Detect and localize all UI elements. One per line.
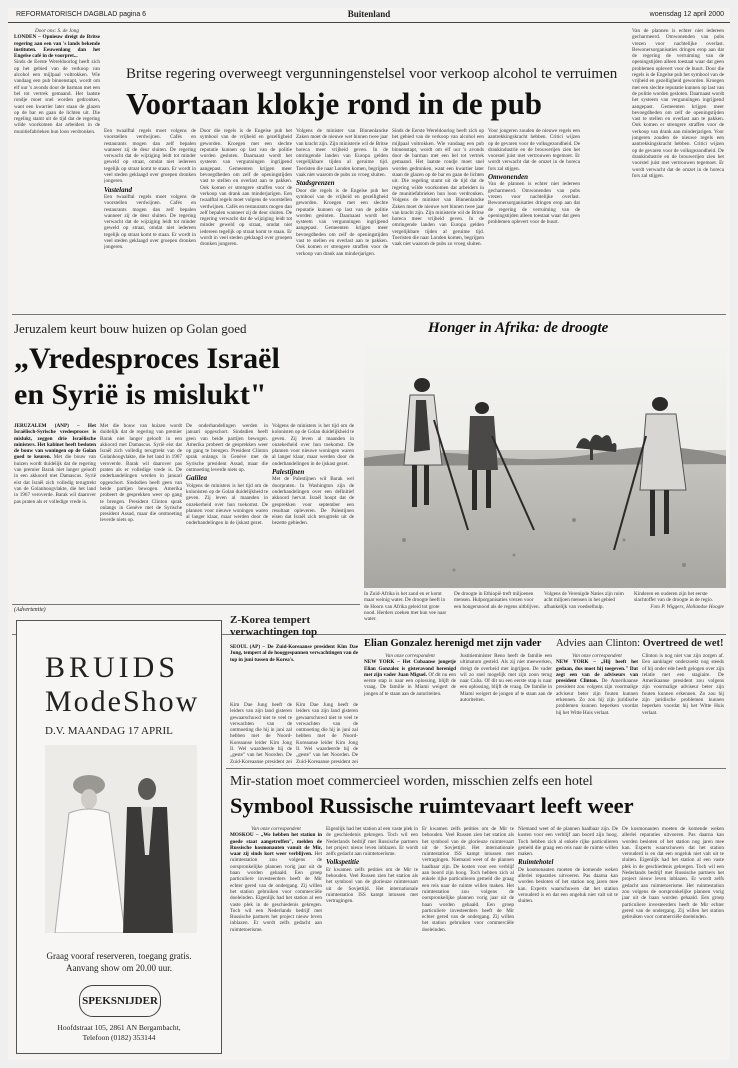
space-col4-text: Niemand weet of de plannen haalbaar zijn. De kosten voor een verblijf aan boord zijn hoog. Toch hebben zich al enkele rijke particulieren gemeld die graag een reis naar de ruimte willen maken. xyxy=(518,826,618,858)
golan-headline-line-1: „Vredesproces Israël xyxy=(14,342,280,375)
pub-col7-text-c: Voor jongeren zouden de nieuwe regels een aantrekkingskracht hebben. Critici wijzen op de gevaren voor de volksgezondheid. De drankindustrie en de brouwerijen zien het voorstel juist met vertrouwen tegemoet. Er wordt verwacht dat de omzet in de horeca fors zal stijgen. xyxy=(632,128,724,179)
speksnijder-logo xyxy=(79,985,161,1017)
rule-golan-bottom xyxy=(12,604,360,605)
space-column-1 xyxy=(230,826,322,1052)
clinton-heading xyxy=(556,638,723,649)
pub-col6-text-b: Van de plannen is echter niet iedereen gecharmeerd. Omwonenden van pubs vrezen voor nachtelijke overlast. Bewonersorganisaties dringen erop aan dat de regering de verruiming van de openingstijden alleen toestaat waar dat geen problemen oplevert voor de buurt. xyxy=(488,181,580,226)
pub-subhead-stadsgrenzen: Stadsgrenzen xyxy=(296,179,335,188)
space-col3-text-b: Niemand weet of de plannen haalbaar zijn. De kosten voor een verblijf aan boord zijn hoog. Toch hebben zich al enkele rijke particulieren gemeld die graag een reis naar de ruimte willen maken. xyxy=(422,857,514,889)
africa-caption-4 xyxy=(634,591,724,631)
pub-column-5 xyxy=(392,128,484,310)
africa-caption-3: Volgens de Verenigde Naties zijn ruim acht miljoen mensen in het gebied afhankelijk van voedselhulp. xyxy=(544,591,624,610)
elian-col2-text: Justitieminister Reno heeft de familie een ultimatum gesteld. Als zij niet meewerken, dreigt de overheid met ingrijpen. De vader wil zo snel mogelijk met zijn zoon terug naar Cuba. xyxy=(460,653,552,685)
pub-col1-text: Sinds de Eerste Wereldoorlog heeft zich op het gebied van de verkoop van alcohol een mijlpaal voltrokken. Wie vandaag een pub binnenstapt, wordt om elf uur 's avonds door de barman met een bel tot vertrek gemaand. Het laatste rondje moet snel worden gedronken, want een kwartier later staan de glazen op de bar en gaan de lichten uit. Die regeling stamt uit de tijd dat de regering wilde voorkomen dat arbeiders in de munitiefabrieken hun loon verdronken. xyxy=(14,59,100,135)
space-column-4 xyxy=(518,826,618,1052)
africa-caption-1: In Zuid-Afrika is het zand en er komt maar weinig water. De droogte heeft in de Hoorn van Afrika geleid tot grote nood. Herders zoeken met hun vee naar water. xyxy=(364,591,447,623)
space-col2-text: Eigenlijk had het station al een vaste plek in de geschiedenis gekregen. Toch wil een Nederlands bedrijf met Russische partners het project nieuw leven inblazen. Er wordt zelfs gedacht aan ruimtetoerisme. xyxy=(326,826,418,858)
space-col2-text-b: Er kwamen zelfs petities om de Mir te behouden. Veel Russen zien het station als het symbool van de glorieuze ruimtevaart uit de Sovjettijd. Het internationale ruimtestation ISS kampt intussen met vertragingen. xyxy=(326,866,418,905)
pub-byline: Door ons: S. de Jong xyxy=(35,28,79,34)
clinton-column-2 xyxy=(642,653,724,765)
pub-column-6 xyxy=(488,128,580,310)
pub-column-7 xyxy=(632,28,724,310)
ad-label: (Advertentie) xyxy=(14,607,46,613)
drought-scene-image xyxy=(364,340,726,588)
pub-col7-text-b: Door die regels is de Engelse pub het symbool van de vrijheid en gezelligheid geworden. Kroegen met een slechte reputatie kunnen op last van de politie worden gesloten. Daarnaast wordt het systeem van vergunningen ingrijpend aangepast. Gemeenten krijgen meer bevoegdheden om zelf de openingstijden vast te stellen en overlast aan te pakken. Ook komen er strengere straffen voor de verkoop van drank aan minderjarigen. xyxy=(632,65,724,135)
space-byline: Van onze correspondent xyxy=(251,826,301,832)
pub-col5-text-b: Volgens de minister van Binnenlandse Zaken moet de nieuwe wet binnen twee jaar van kracht zijn. Zijn ministerie wil de Britse horeca meer vrijheid geven. In de omringende landen van Europa gelden vergelijkbare tijden al geruime tijd. Toeristen die naar Londen komen, begrijpen vaak niet waarom de pubs zo vroeg sluiten. xyxy=(392,197,484,248)
clinton-kicker: Advies aan Clinton: xyxy=(556,638,640,649)
space-column-5 xyxy=(622,826,724,1052)
golan-col2-text: Met die bouw van huizen wordt duidelijk dat de regering van premier Barak niet langer gelooft in een akkoord met Damascus. Syrië eist dat Israël zich volledig terugtrekt van de Golanhoogvlakte, die het land in 1967 veroverde. Barak wil daarover pas praten als er volledige vrede is. xyxy=(100,423,182,474)
golan-column-2 xyxy=(100,423,182,598)
ad-date: D.V. MAANDAG 17 APRIL xyxy=(45,725,173,737)
pub-col3-text: Door die regels is de Engelse pub het symbool van de vrijheid en gezelligheid geworden. Kroegen met een slechte reputatie kunnen op last van de politie worden gesloten. Daarnaast wordt het systeem van vergunningen ingrijpend aangepast. Gemeenten krijgen meer bevoegdheden om zelf de openingstijden vast te stellen en overlast aan te pakken. Ook komen er strengere straffen voor de verkoop van drank aan minderjarigen. xyxy=(200,128,292,197)
bridal-ad xyxy=(16,620,222,1054)
elian-column-2 xyxy=(460,653,552,765)
space-headline: Symbool Russische ruimtevaart leeft weer xyxy=(230,793,634,818)
clinton-headline: Overtreed de wet! xyxy=(642,638,724,649)
ad-title-2: ModeShow xyxy=(45,685,200,718)
pub-subhead-vasteland: Vasteland xyxy=(104,185,133,194)
korea-column-1: Kim Dae Jung heeft de leiders van zijn land gisteren gewaarschuwd niet te veel te verwachten van de ontmoeting die hij in juni zal hebben met de Noord-Koreaanse leider Kim Jong Il. Wel waardeerde hij de „geste" van het Noorden. De Zuid-Koreaanse president zei xyxy=(230,702,292,765)
clinton-col2-text-b: De Amerikaanse president zou volgens zijn voormalige adviseur beter zijn fouten kunnen erkennen. Zo zou hij zijn juridische problemen kunnen beperken voordat hij het Witte Huis verlaat. xyxy=(642,671,724,716)
space-col5-text: De kosmonauten moeten de komende weken allerlei reparaties uitvoeren. Pas daarna kan worden besloten of het station nog jaren mee kan. Experts waarschuwen dat het station verouderd is en dat een ongeluk niet valt uit te sluiten. xyxy=(622,826,724,864)
pub-col6-text: Voor jongeren zouden de nieuwe regels een aantrekkingskracht hebben. Critici wijzen op de gevaren voor de volksgezondheid. De drankindustrie en de brouwerijen zien het voorstel juist met vertrouwen tegemoet. Er wordt verwacht dat de omzet in de horeca fors zal stijgen. xyxy=(488,128,580,172)
rule-pub-bottom xyxy=(12,314,726,315)
clinton-lead: NEW YORK – „Hij heeft het gedaan, dus moet hij toegeven." Dat zegt een van de adviseurs van president Clinton. xyxy=(556,659,638,685)
golan-col3-text-b: Volgens de ministers is het tijd om de kolonisten op de Golan duidelijkheid te geven. Zij leven al maanden in onzekerheid over hun toekomst. De plannen voor nieuwe woningen waren al langer klaar, maar werden door de onderhandelingen in de ijskast gezet. xyxy=(186,482,268,527)
ad-slogan-2: Aanvang show om 20.00 uur. xyxy=(66,963,172,973)
africa-caption-4-text: Kinderen en ouderen zijn het eerste slachtoffer van de droogte in de regio. xyxy=(634,591,713,604)
space-subhead-volkspetitie: Volkspetitie xyxy=(326,858,360,867)
clinton-byline: Van onze correspondent xyxy=(572,653,622,659)
header-paper-name: REFORMATORISCH DAGBLAD pagina 6 xyxy=(16,11,147,18)
golan-lead: JERUZALEM (ANP) – Het Israëlisch-Syrische vredesproces is mislukt, zeggen drie Israëlische ministers. Het kabinet heeft besloten de bouw van woningen op de Golan goed te keuren. xyxy=(14,423,96,461)
space-column-2 xyxy=(326,826,418,1052)
korea-column xyxy=(230,644,358,700)
africa-photo-credit: Foto P. Wiggers, Hollandse Hoogte xyxy=(650,603,724,610)
space-col3-text-c: Het ruimtestation zou volgens de oorspronkelijke plannen vorig jaar uit de baan worden gehaald. Een groep particuliere investeerders heeft de Mir echter gered van de ondergang. Zij willen het station gebruiken voor commerciële doeleinden. xyxy=(422,882,514,933)
space-lead: MOSKOU – „We hebben het station in goede staat aangetroffen", melden de Russische kosmonauten vanuit de Mir, waar zij sinds kort weer verblijven. xyxy=(230,832,322,858)
space-column-3 xyxy=(422,826,514,1052)
golan-column-4 xyxy=(272,423,354,598)
golan-col3-text: De onderhandelingen werden in januari opgeschort. Sindsdien heeft geen van beide partijen bewogen. Amerika probeert de gesprekken weer op gang te brengen. President Clinton sprak onlangs in Genève met de Syrische president Assad, maar die ontmoeting leverde niets op. xyxy=(186,423,268,474)
ad-phone: Telefoon (0182) 353144 xyxy=(82,1033,156,1042)
pub-kicker: Britse regering overweegt vergunningenstelsel voor verkoop alcohol te verruimen xyxy=(126,66,618,82)
space-col1-text: Het ruimtestation zou volgens de oorspronkelijke plannen vorig jaar uit de baan worden gehaald. Een groep particuliere investeerders heeft de Mir echter gered van de ondergang. Zij willen het station gebruiken voor commerciële doeleinden. xyxy=(230,851,322,902)
golan-column-1 xyxy=(14,423,96,598)
ad-photo xyxy=(45,745,197,933)
elian-col1-text: Of dit nu een eerste stap is naar een oplossing, blijft de vraag. De familie in Miami weigert de jongen af te staan aan de autoriteiten. xyxy=(364,671,456,697)
bridal-couple-image xyxy=(45,745,197,933)
golan-kicker: Jeruzalem keurt bouw huizen op Golan goed xyxy=(14,321,247,336)
golan-subhead-palestijnen: Palestijnen xyxy=(272,468,305,477)
korea-lead: SEOUL (AP) – De Zuid-Koreaanse president Kim Dae Jung, tempert al de hooggespannen verwachtingen van de top in juni tussen de Korea's. xyxy=(230,644,358,663)
ad-slogan-1: Graag vooraf reserveren, toegang gratis. xyxy=(46,951,192,961)
space-col4-text-b: De kosmonauten moeten de komende weken allerlei reparaties uitvoeren. Pas daarna kan worden besloten of het station nog jaren mee kan. Experts waarschuwen dat het station verouderd is en dat een ongeluk niet valt uit te sluiten. xyxy=(518,866,618,905)
page-header xyxy=(8,8,730,23)
golan-col4-text: Volgens de ministers is het tijd om de kolonisten op de Golan duidelijkheid te geven. Zij leven al maanden in onzekerheid over hun toekomst. De plannen voor nieuwe woningen waren al langer klaar, maar werden door de onderhandelingen in de ijskast gezet. xyxy=(272,423,354,467)
pub-column-2 xyxy=(104,128,196,310)
pub-column-3 xyxy=(200,128,292,310)
space-col1-text-b: Eigenlijk had het station al een vaste plek in de geschiedenis gekregen. Toch wil een Nederlands bedrijf met Russische partners het project nieuw leven inblazen. Er wordt zelfs gedacht aan ruimtetoerisme. xyxy=(230,895,322,933)
clinton-col2-text: Clinton is nog niet van zijn zorgen af. Een aanklager onderzoekt nog steeds of hij onder ede heeft gelogen over zijn relatie met een stagiaire. xyxy=(642,653,724,678)
africa-photo-title: Honger in Afrika: de droogte xyxy=(428,320,609,336)
rule-space-top xyxy=(226,768,726,769)
space-kicker: Mir-station moet commercieel worden, misschien zelfs een hotel xyxy=(230,774,593,789)
ad-brand: SPEKSNIJDER xyxy=(82,995,158,1007)
ad-title-1: BRUIDS xyxy=(45,651,180,684)
space-col5-text-c: Het ruimtestation zou volgens de oorspronkelijke plannen vorig jaar uit de baan worden gehaald. Een groep particuliere investeerders heeft de Mir echter gered van de ondergang. Zij willen het station gebruiken voor commerciële doeleinden. xyxy=(622,882,724,921)
golan-col1-text: Met die bouw van huizen wordt duidelijk dat de regering van premier Barak niet langer gelooft in een akkoord met Damascus. Syrië eist dat Israël zich volledig terugtrekt van de Golanhoogvlakte, die het land in 1967 veroverde. Barak wil daarover pas praten als er volledige vrede is. xyxy=(14,454,96,505)
golan-subhead-galilea: Galilea xyxy=(186,474,207,483)
elian-col2-text-b: Of dit nu een eerste stap is naar een oplossing, blijft de vraag. De familie in Miami weigert de jongen af te staan aan de autoriteiten. xyxy=(460,678,552,704)
pub-column-4 xyxy=(296,128,388,310)
pub-subhead-omwonenden: Omwonenden xyxy=(488,173,529,182)
pub-col3-text-b: Een twaalftal regels moet volgens de voorstellen verdwijnen. Cafés en restaurants mogen dan zelf bepalen wanneer zij de deur sluiten. De regering verwacht dat de wijziging leidt tot minder geweld op straat, omdat niet iedereen tegelijk op straat komt te staan. Er wordt in veel steden geklaagd over groepen dronken jongeren. xyxy=(200,190,292,248)
pub-col2-text: Een twaalftal regels moet volgens de voorstellen verdwijnen. Cafés en restaurants mogen dan zelf bepalen wanneer zij de deur sluiten. De regering verwacht dat de wijziging leidt tot minder geweld op straat, omdat niet iedereen tegelijk op straat komt te staan. Er wordt in veel steden geklaagd over groepen dronken jongeren. xyxy=(104,128,196,185)
pub-col4-text-b: Door die regels is de Engelse pub het symbool van de vrijheid en gezelligheid geworden. Kroegen met een slechte reputatie kunnen op last van de politie worden gesloten. Daarnaast wordt het systeem van vergunningen ingrijpend aangepast. Gemeenten krijgen meer bevoegdheden om zelf de openingstijden vast te stellen en overlast aan te pakken. Ook komen er strengere straffen voor de verkoop van drank aan minderjarigen. xyxy=(296,187,388,257)
ad-address: Hoofdstraat 105, 2861 AN Bergambacht, xyxy=(57,1023,181,1032)
pub-col2-text-b: Een twaalftal regels moet volgens de voorstellen verdwijnen. Cafés en restaurants mogen dan zelf bepalen wanneer zij de deur sluiten. De regering verwacht dat de wijziging leidt tot minder geweld op straat, omdat niet iedereen tegelijk op straat komt te staan. Er wordt in veel steden geklaagd over groepen dronken jongeren. xyxy=(104,193,196,251)
header-section: Buitenland xyxy=(347,9,391,19)
header-date: woensdag 12 april 2000 xyxy=(649,11,724,18)
pub-col4-text: Volgens de minister van Binnenlandse Zaken moet de nieuwe wet binnen twee jaar van kracht zijn. Zijn ministerie wil de Britse horeca meer vrijheid geven. In de omringende landen van Europa gelden vergelijkbare tijden al geruime tijd. Toeristen die naar Londen komen, begrijpen vaak niet waarom de pubs zo vroeg sluiten. xyxy=(296,128,388,179)
pub-column-1 xyxy=(14,28,100,310)
pub-lead: LONDEN – Opnieuw dreigt de Britse regering aan een van 's lands bekende instituten. Eeuwenlang dan het Engelse café in de voorpret... xyxy=(14,34,100,60)
space-col3-text: Er kwamen zelfs petities om de Mir te behouden. Veel Russen zien het station als het symbool van de glorieuze ruimtevaart uit de Sovjettijd. Het internationale ruimtestation ISS kampt intussen met vertragingen. xyxy=(422,826,514,864)
pub-headline: Voortaan klokje rond in de pub xyxy=(126,86,543,121)
clinton-column-1 xyxy=(556,653,638,765)
space-col5-text-b: Eigenlijk had het station al een vaste plek in de geschiedenis gekregen. Toch wil een Nederlands bedrijf met Russische partners het project nieuw leven inblazen. Er wordt zelfs gedacht aan ruimtetoerisme. xyxy=(622,857,724,889)
elian-headline: Elian Gonzalez herenigd met zijn vader xyxy=(364,638,542,649)
africa-drought-photo xyxy=(364,340,726,588)
elian-column-1 xyxy=(364,653,456,765)
golan-column-3 xyxy=(186,423,268,598)
africa-caption-2: De droogte in Ethiopië treft miljoenen mensen. Hulporganisaties vrezen voor een hongersnood als de regens uitblijven. xyxy=(454,591,540,610)
elian-lead: NEW YORK – Het Cubaanse jongetje Elian Gonzalez is gisteravond herenigd met zijn vader Juan Miguel. xyxy=(364,659,456,678)
pub-col5-text: Sinds de Eerste Wereldoorlog heeft zich op het gebied van de verkoop van alcohol een mijlpaal voltrokken. Wie vandaag een pub binnenstapt, wordt om elf uur 's avonds door de barman met een bel tot vertrek gemaand. Het laatste rondje moet snel worden gedronken, want een kwartier later staan de glazen op de bar en gaan de lichten uit. Die regeling stamt uit de tijd dat de regering wilde voorkomen dat arbeiders in de munitiefabrieken hun loon verdronken. xyxy=(392,128,484,197)
golan-col4-text-b: Met de Palestijnen wil Barak wel doorpraten. In Washington zijn de onderhandelingen over een definitief akkoord hervat. Israël hoopt dat de gesprekken voor september een resultaat opleveren. De Palestijnen eisen dat Israël zich terugtrekt uit de bezette gebieden. xyxy=(272,476,354,527)
golan-col2-text-b: De onderhandelingen werden in januari opgeschort. Sindsdien heeft geen van beide partijen bewogen. Amerika probeert de gesprekken weer op gang te brengen. President Clinton sprak onlangs in Genève met de Syrische president Assad, maar die ontmoeting leverde niets op. xyxy=(100,467,182,524)
korea-headline: Z-Korea tempert verwachtingen top xyxy=(230,614,318,638)
clinton-col1-text: De Amerikaanse president zou volgens zijn voormalige adviseur beter zijn fouten kunnen erkennen. Zo zou hij zijn juridische problemen kunnen beperken voordat hij het Witte Huis verlaat. xyxy=(556,678,638,716)
pub-col7-text: Van de plannen is echter niet iedereen gecharmeerd. Omwonenden van pubs vrezen voor nachtelijke overlast. Bewonersorganisaties dringen erop aan dat de regering de verruiming van de openingstijden alleen toestaat waar dat geen problemen oplevert voor de buurt. xyxy=(632,28,724,72)
elian-byline: Van onze correspondent xyxy=(385,653,435,659)
korea-column-2: Kim Dae Jung heeft de leiders van zijn land gisteren gewaarschuwd niet te veel te verwachten van de ontmoeting die hij in juni zal hebben met de Noord-Koreaanse leider Kim Jong Il. Wel waardeerde hij de „geste" van het Noorden. De Zuid-Koreaanse president zei xyxy=(296,702,358,765)
space-subhead-ruimtehotel: Ruimtehotel xyxy=(518,858,554,867)
golan-headline-line-2: en Syrië is mislukt" xyxy=(14,378,267,411)
newspaper-page xyxy=(8,8,730,1060)
